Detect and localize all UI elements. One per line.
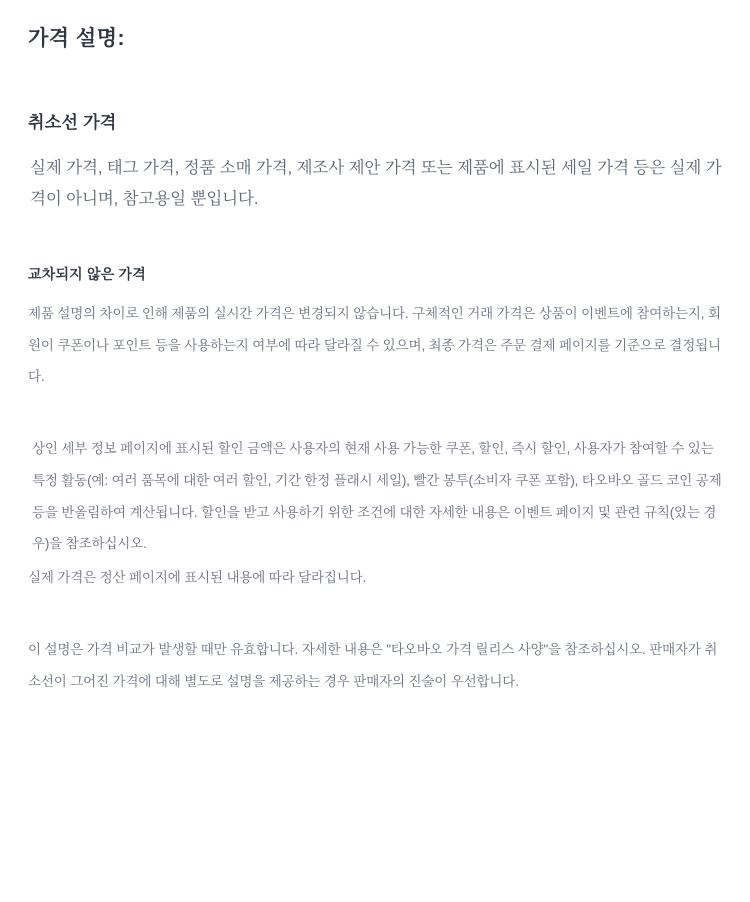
body-paragraph-2: 상인 세부 정보 페이지에 표시된 할인 금액은 사용자의 현재 사용 가능한 쿠폰, 할인, 즉시 할인, 사용자가 참여할 수 있는 특정 활동(예: 여러 품목에 대한 여러 할인, 기간 한정 플래시 세일), 빨간 봉투(소비자 쿠폰 포함), 타오바오 골드 코인 공제 등을 반올림하여 계산됩니다. 할인을 받고 사용하기 위한 조건에 대한 자세한 내용은 이벤트 페이지 및 관련 규칙(있는 경우)을 참조하십시오. [32,441,722,552]
price-description-document [0,22,750,902]
body-paragraph-1: 제품 설명의 차이로 인해 제품의 실시간 가격은 변경되지 않습니다. 구체적인 거래 가격은 상품이 이벤트에 참여하는지, 회원이 쿠폰이나 포인트 등을 사용하는지 여부에 따라 달라질 수 있으며, 최종 가격은 주문 결제 페이지를 기준으로 결정됩니다. [28,306,721,385]
section-heading-strikethrough-price: 취소선 가격 [28,113,117,132]
body-paragraph-3: 실제 가격은 정산 페이지에 표시된 내용에 따라 달라집니다. [28,570,367,586]
body-paragraph-4: 이 설명은 가격 비교가 발생할 때만 유효합니다. 자세한 내용은 "타오바오 가격 릴리스 사양"을 참조하십시오. 판매자가 취소선이 그어진 가격에 대해 별도로 설명을 제공하는 경우 판매자의 진술이 우선합니다. [28,641,718,689]
subheading-non-crossed-price: 교차되지 않은 가격 [28,266,146,283]
lead-paragraph: 실제 가격, 태그 가격, 정품 소매 가격, 제조사 제안 가격 또는 제품에 표시된 세일 가격 등은 실제 가격이 아니며, 참고용일 뿐입니다. [30,159,722,208]
page-title: 가격 설명: [28,27,125,50]
